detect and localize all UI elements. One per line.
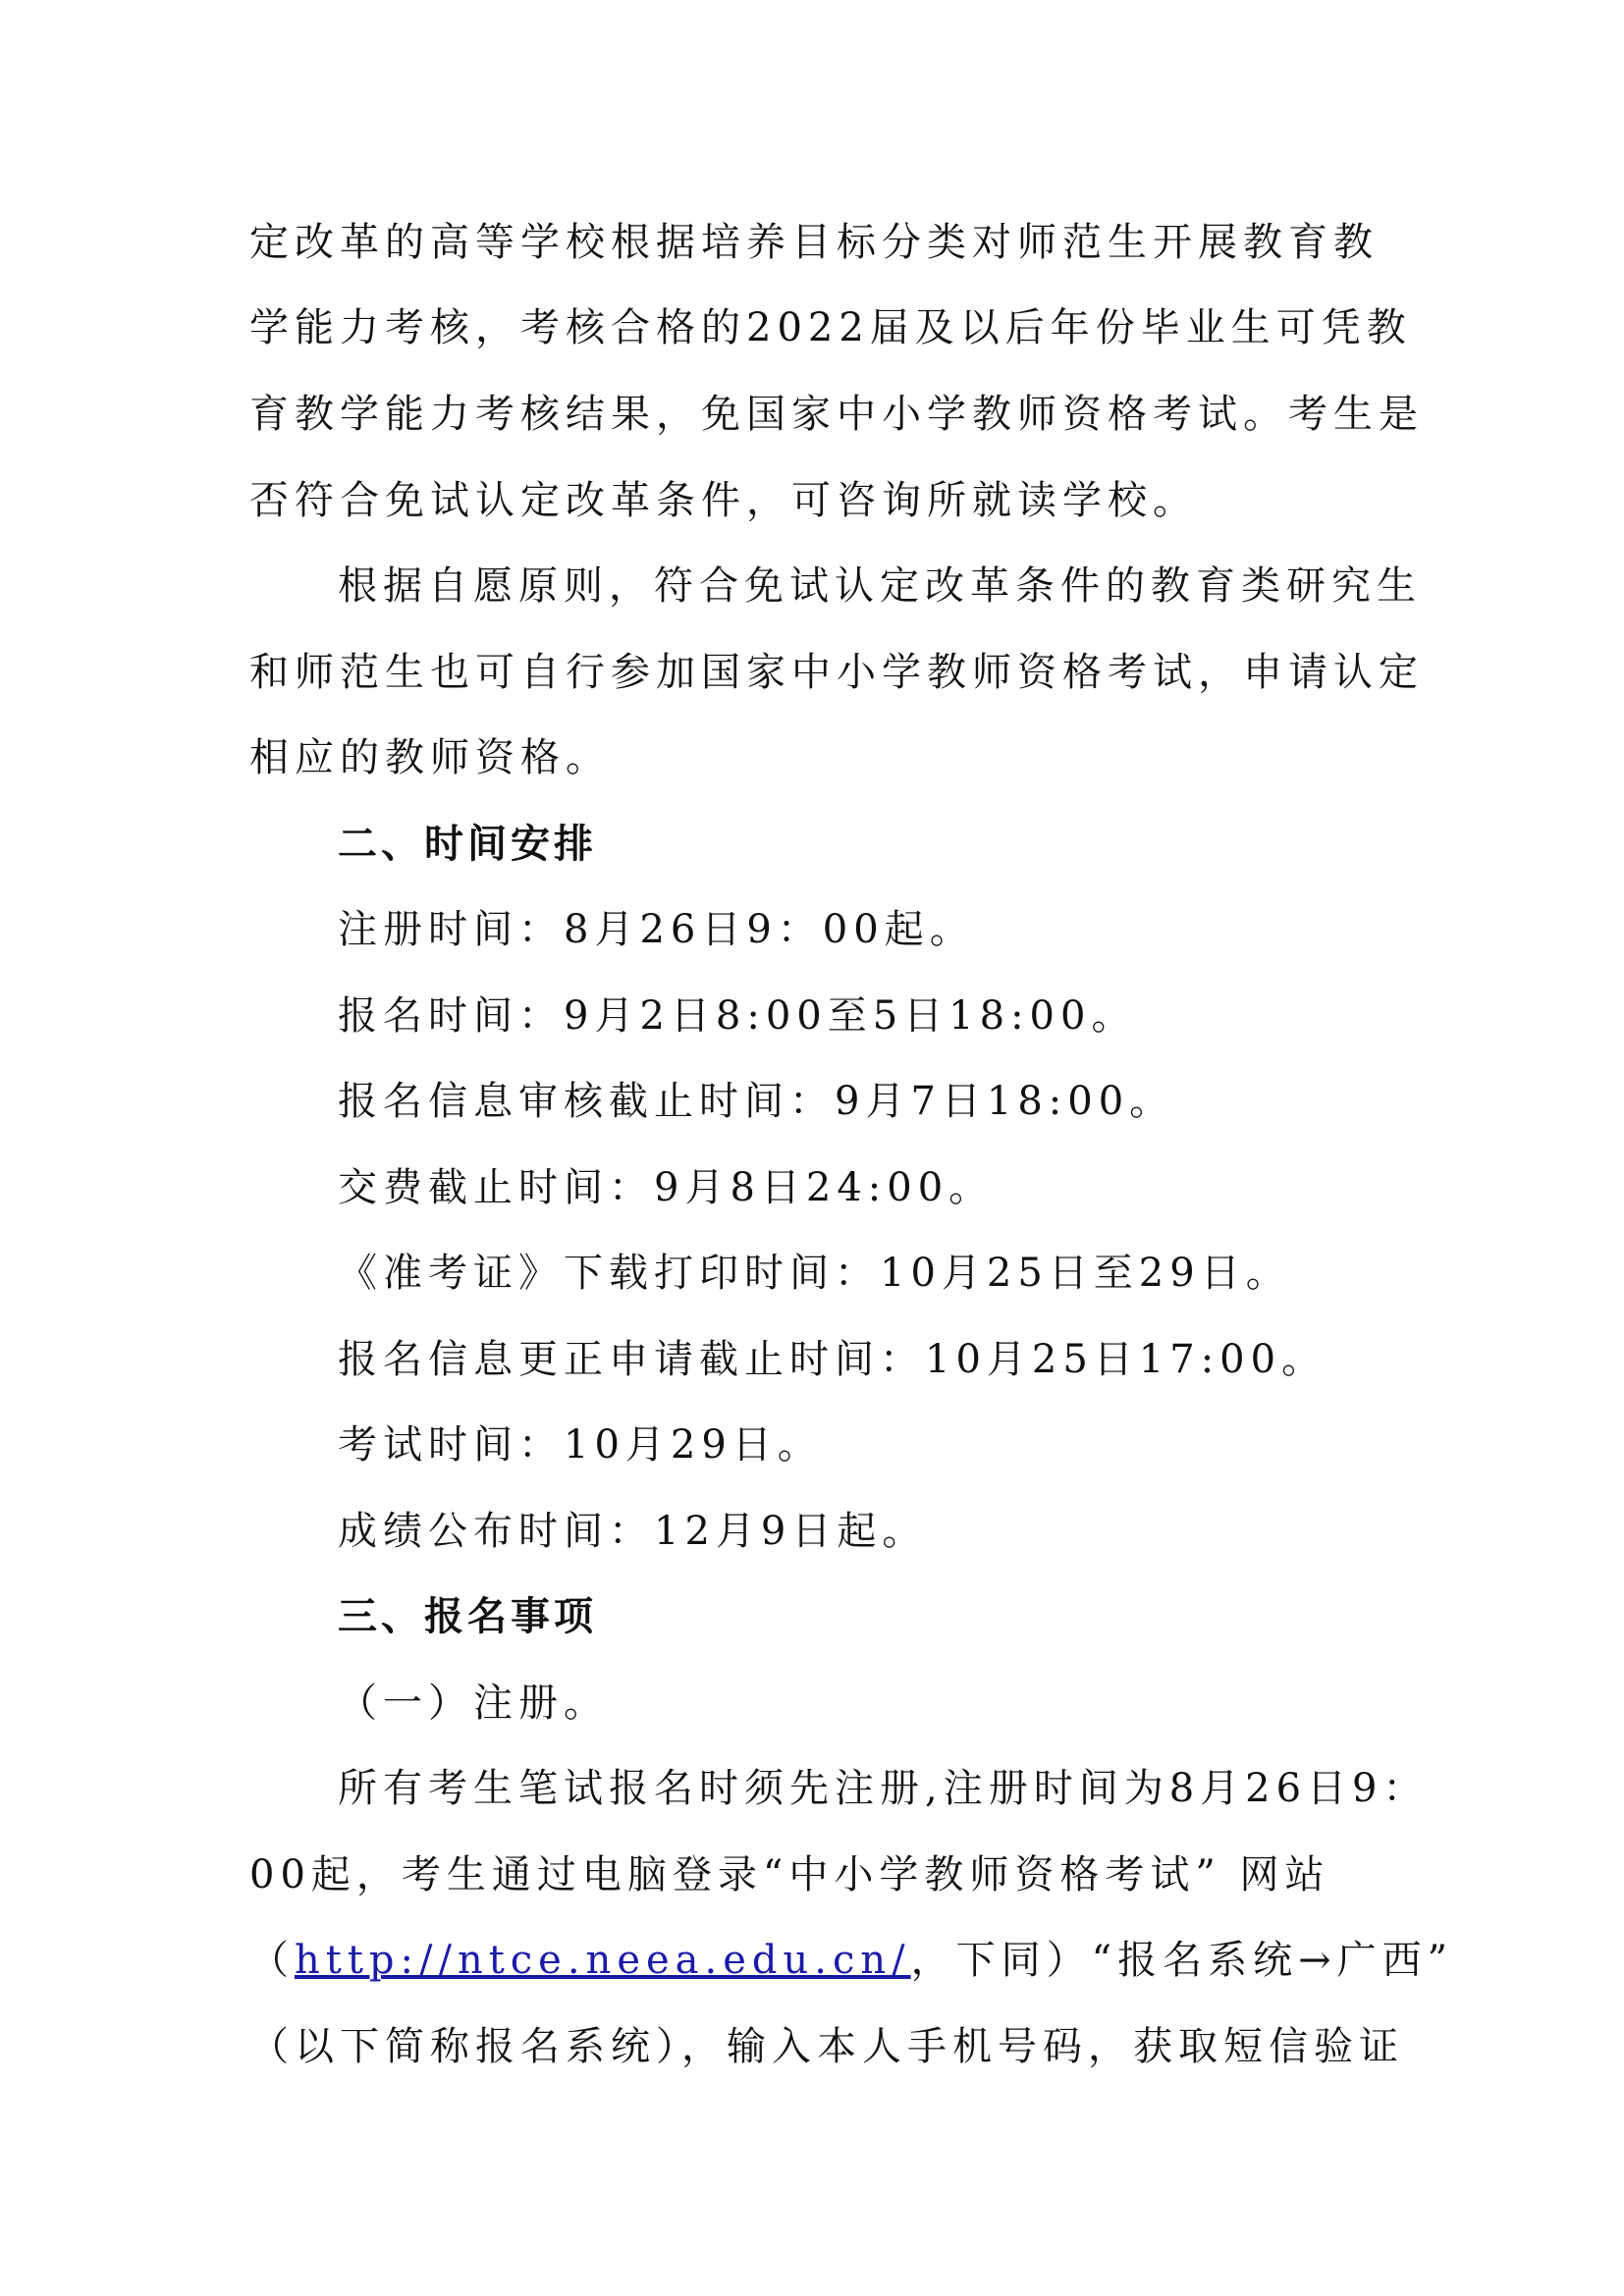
- paragraph-line: 学能力考核，考核合格的2022届及以后年份毕业生可凭教: [249, 305, 1412, 350]
- schedule-item-registration: 注册时间：8月26日9：00起。: [338, 907, 975, 952]
- section-heading-schedule: 二、时间安排: [338, 822, 597, 867]
- paragraph-line: [249, 1936, 1453, 1985]
- schedule-item-review-deadline: 报名信息审核截止时间：9月7日18:00。: [338, 1079, 1175, 1124]
- schedule-item-results: 成绩公布时间：12月9日起。: [338, 1509, 928, 1554]
- paragraph-line: 否符合免试认定改革条件，可咨询所就读学校。: [249, 478, 1198, 523]
- paragraph-line: （以下简称报名系统），输入本人手机号码，获取短信验证: [249, 2024, 1404, 2069]
- paragraph-line: 定改革的高等学校根据培养目标分类对师范生开展教育教: [249, 220, 1379, 265]
- paragraph-line: 所有考生笔试报名时须先注册,注册时间为8月26日9：: [338, 1766, 1429, 1811]
- subsection-heading-register: （一）注册。: [338, 1681, 609, 1726]
- paragraph-line: 00起，考生通过电脑登录“中小学教师资格考试” 网站: [249, 1852, 1330, 1897]
- schedule-item-admission-ticket: 《准考证》下载打印时间：10月25日至29日。: [338, 1251, 1291, 1296]
- schedule-item-correction-deadline: 报名信息更正申请截止时间：10月25日17:00。: [338, 1337, 1327, 1382]
- schedule-item-signup: 报名时间：9月2日8:00至5日18:00。: [338, 993, 1137, 1039]
- paragraph-line: 相应的教师资格。: [249, 735, 611, 780]
- ntce-website-link[interactable]: http://ntce.neea.edu.cn/: [295, 1938, 911, 1983]
- section-heading-registration: 三、报名事项: [338, 1594, 597, 1639]
- schedule-item-exam-date: 考试时间：10月29日。: [338, 1422, 823, 1468]
- paragraph-line: 育教学能力考核结果，免国家中小学教师资格考试。考生是: [249, 392, 1424, 437]
- paragraph-text: ，下同）“报名系统→广西”: [910, 1938, 1454, 1983]
- schedule-item-payment-deadline: 交费截止时间：9月8日24:00。: [338, 1165, 995, 1210]
- paragraph-line: 根据自愿原则，符合免试认定改革条件的教育类研究生: [338, 563, 1422, 609]
- paragraph-line: 和师范生也可自行参加国家中小学教师资格考试，申请认定: [249, 650, 1424, 695]
- open-paren: （: [249, 1938, 295, 1983]
